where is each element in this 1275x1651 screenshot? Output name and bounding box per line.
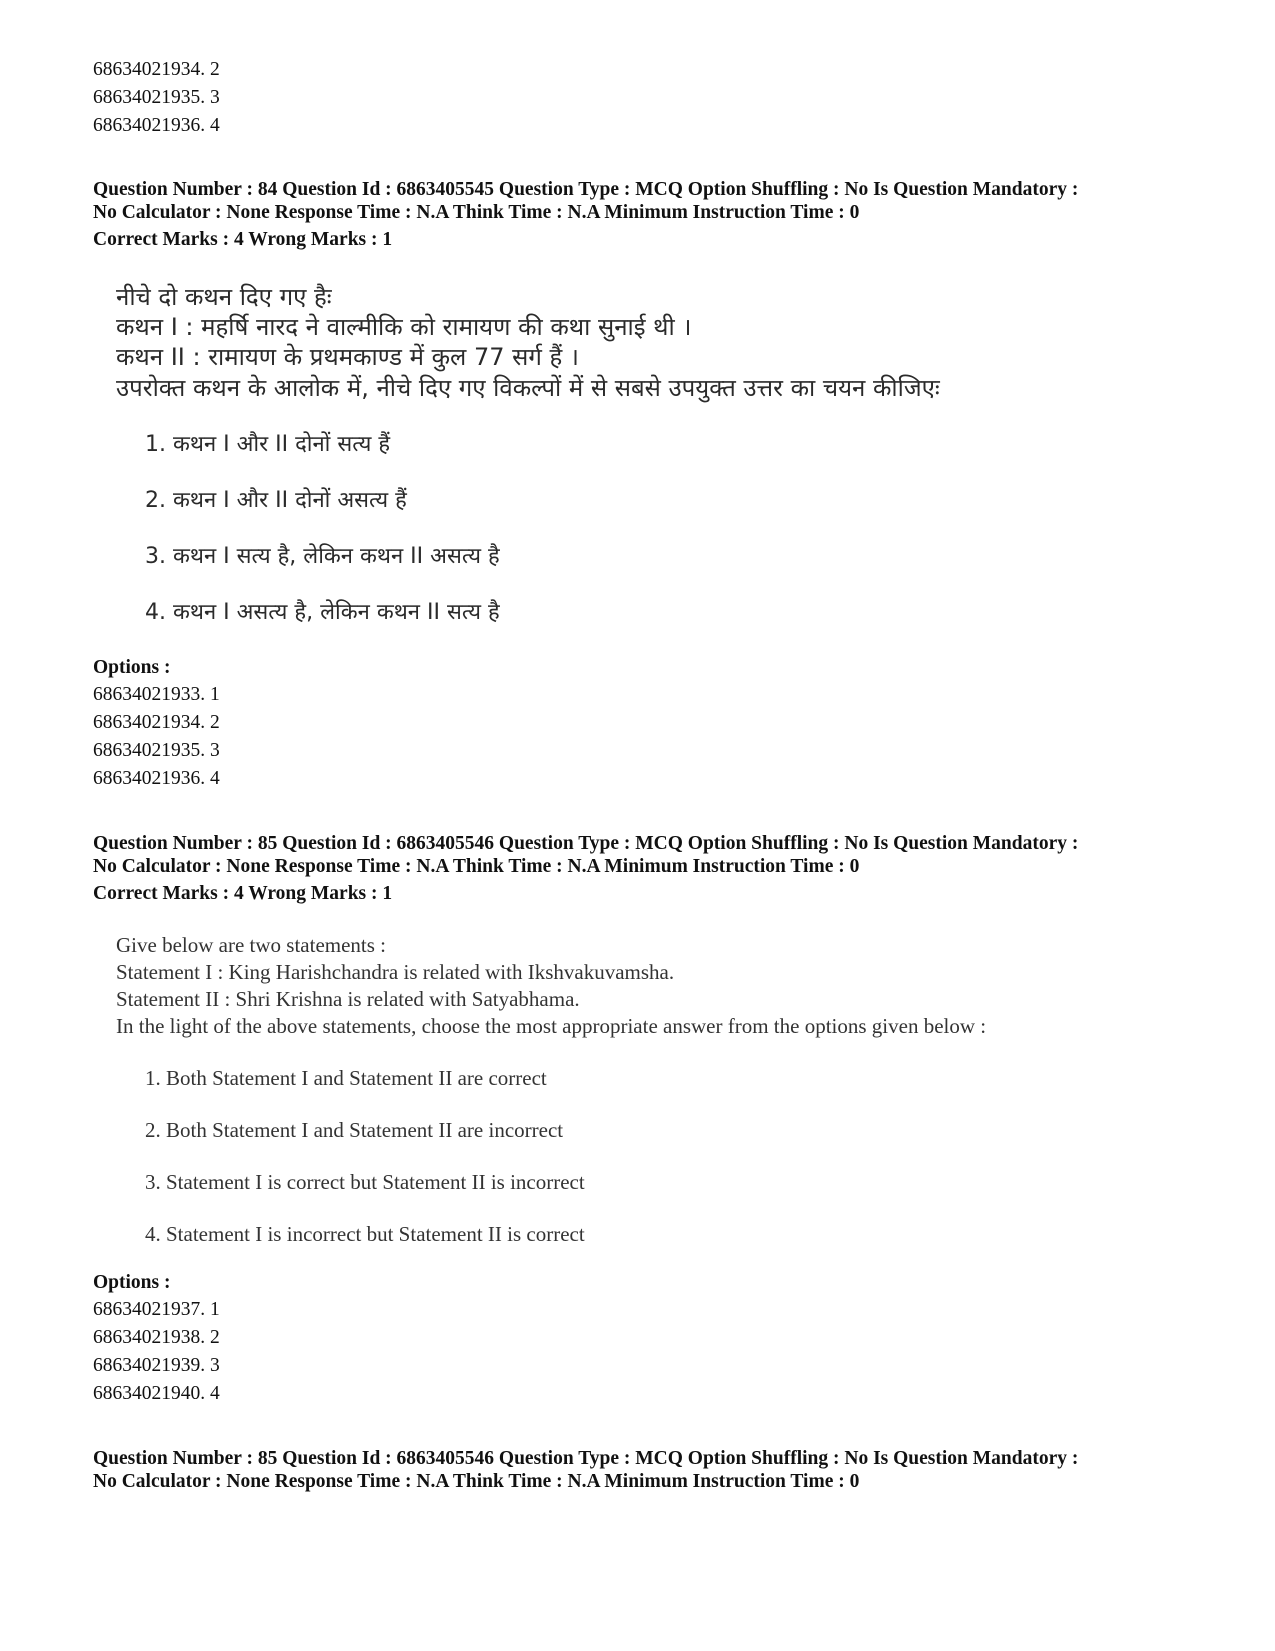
question-header: No Calculator : None Response Time : N.A Think Time : N.A Minimum Instruction Time : 0 — [93, 856, 860, 877]
options-label: Options : — [93, 1272, 171, 1293]
option-line: 68634021936. 4 — [93, 115, 220, 136]
question-stem-line: उपरोक्त कथन के आलोक में, नीचे दिए गए विकल्पों में से सबसे उपयुक्त उत्तर का चयन कीजिएः — [116, 374, 940, 402]
answer-choice: 3. कथन I सत्य है, लेकिन कथन II असत्य है — [145, 544, 500, 569]
question-stem-line: Give below are two statements : — [116, 933, 387, 957]
answer-choice: 1. Both Statement I and Statement II are correct — [145, 1066, 547, 1090]
option-line: 68634021934. 2 — [93, 712, 220, 733]
answer-choice: 1. कथन I और II दोनों सत्य हैं — [145, 432, 391, 457]
option-line: 68634021939. 3 — [93, 1355, 220, 1376]
answer-choice: 2. कथन I और II दोनों असत्य हैं — [145, 488, 407, 513]
question-stem-line: नीचे दो कथन दिए गए हैः — [116, 283, 332, 311]
question-header: No Calculator : None Response Time : N.A Think Time : N.A Minimum Instruction Time : 0 — [93, 202, 860, 223]
option-line: 68634021935. 3 — [93, 740, 220, 761]
question-marks: Correct Marks : 4 Wrong Marks : 1 — [93, 883, 393, 904]
options-label: Options : — [93, 657, 171, 678]
option-line: 68634021940. 4 — [93, 1383, 220, 1404]
question-stem-line: In the light of the above statements, choose the most appropriate answer from the options given below : — [116, 1014, 987, 1038]
answer-choice: 4. कथन I असत्य है, लेकिन कथन II सत्य है — [145, 600, 500, 625]
option-line: 68634021938. 2 — [93, 1327, 220, 1348]
question-header: Question Number : 85 Question Id : 6863405546 Question Type : MCQ Option Shuffling : No Is Question Mandatory : — [93, 833, 1079, 854]
question-header: Question Number : 84 Question Id : 6863405545 Question Type : MCQ Option Shuffling : No Is Question Mandatory : — [93, 179, 1079, 200]
option-line: 68634021936. 4 — [93, 768, 220, 789]
option-line: 68634021937. 1 — [93, 1299, 220, 1320]
question-stem-line: कथन I : महर्षि नारद ने वाल्मीकि को रामायण की कथा सुनाई थी । — [116, 313, 692, 341]
answer-choice: 2. Both Statement I and Statement II are incorrect — [145, 1118, 564, 1142]
question-stem-line: Statement II : Shri Krishna is related with Satyabhama. — [116, 987, 580, 1011]
question-stem-line: Statement I : King Harishchandra is related with Ikshvakuvamsha. — [116, 960, 675, 984]
option-line: 68634021935. 3 — [93, 87, 220, 108]
answer-choice: 3. Statement I is correct but Statement II is incorrect — [145, 1170, 585, 1194]
option-line: 68634021934. 2 — [93, 59, 220, 80]
answer-choice: 4. Statement I is incorrect but Statement II is correct — [145, 1222, 585, 1246]
question-header: No Calculator : None Response Time : N.A Think Time : N.A Minimum Instruction Time : 0 — [93, 1471, 860, 1492]
option-line: 68634021933. 1 — [93, 684, 220, 705]
question-marks: Correct Marks : 4 Wrong Marks : 1 — [93, 229, 393, 250]
question-header: Question Number : 85 Question Id : 6863405546 Question Type : MCQ Option Shuffling : No Is Question Mandatory : — [93, 1448, 1079, 1469]
question-stem-line: कथन II : रामायण के प्रथमकाण्ड में कुल 77 सर्ग हैं । — [116, 343, 579, 371]
